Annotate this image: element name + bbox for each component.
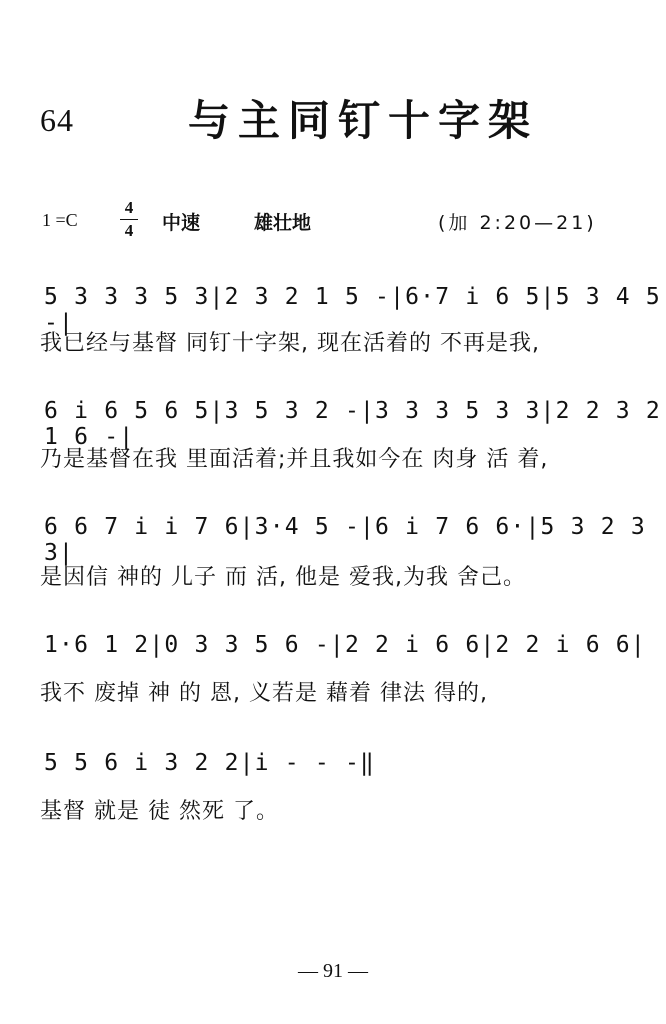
key-signature: 1 =C [42,210,78,230]
notation-line-2: 6 i 6 5 6 5|3 5 3 2 -|3 3 3 5 3 3|2 2 3 2 1 6 -| [44,398,661,450]
notation-line-3: 6 6 7 i i 7 6|3·4 5 -|6 i 7 6 6·|5 3 2 3 3| [44,514,646,566]
page-number: — 91 — [298,960,368,982]
notation-line-4: 1·6 1 2|0 3 3 5 6 -|2 2 i 6 6|2 2 i 6 6| [44,632,646,658]
time-signature [120,198,138,241]
notation-line-5: 5 5 6 i 3 2 2|i - - -‖ [44,750,376,776]
lyrics-line-4: 我不 废掉 神 的 恩, 义若是 藉着 律法 得的, [40,681,488,706]
tempo-marking: 中速 [162,212,201,234]
expression-marking: 雄壮地 [254,212,312,234]
lyrics-line-3: 是因信 神的 儿子 而 活, 他是 爱我,为我 舍己。 [40,565,526,590]
hymn-number: 64 [40,102,74,138]
scripture-reference: (加 2:20—21) [438,212,597,234]
hymn-title: 与主同钉十字架 [188,96,539,145]
lyrics-line-1: 我已经与基督 同钉十字架, 现在活着的 不再是我, [40,331,540,356]
notation-line-1: 5 3 3 3 5 3|2 3 2 1 5 -|6·7 i 6 5|5 3 4 5 -| [44,284,661,336]
lyrics-line-2: 乃是基督在我 里面活着;并且我如今在 肉身 活 着, [40,447,549,472]
time-signature-bottom: 4 [124,221,134,240]
lyrics-line-5: 基督 就是 徒 然死 了。 [40,799,279,824]
time-signature-top: 4 [124,198,134,217]
time-signature-rule [120,219,138,220]
